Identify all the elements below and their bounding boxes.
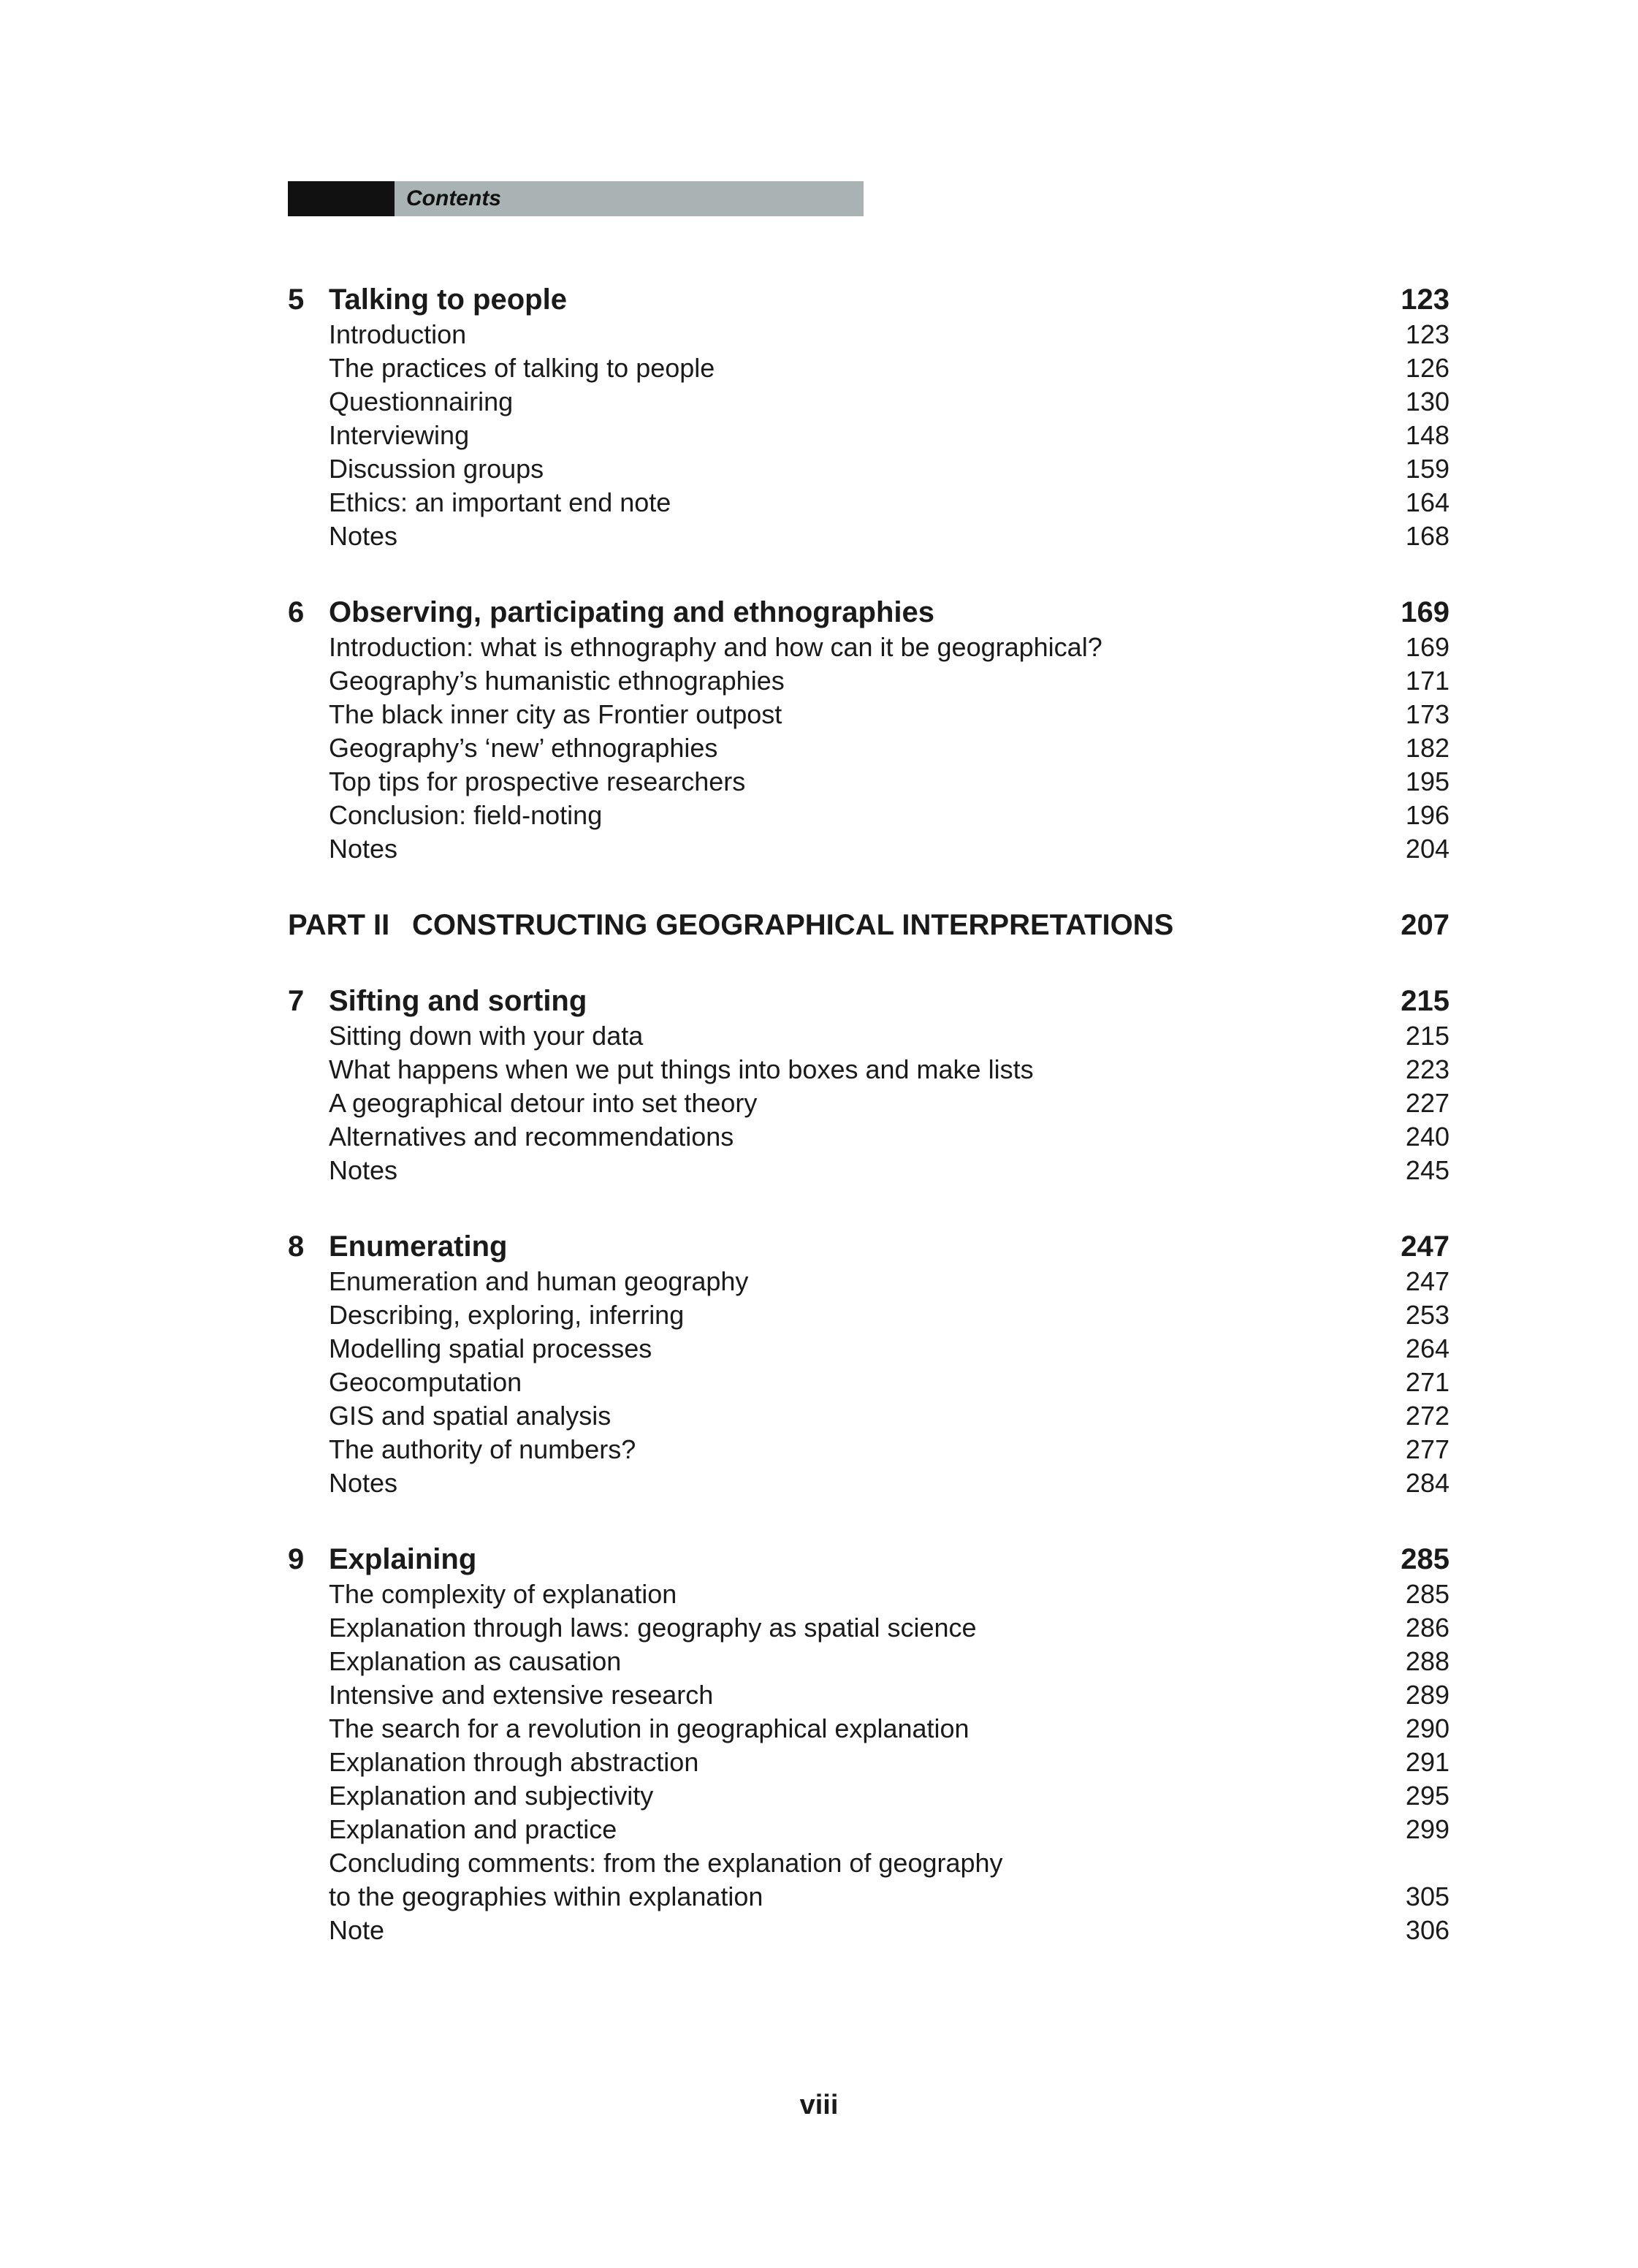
toc-entry[interactable] [288,1914,1450,1947]
toc-entry[interactable] [288,1366,1450,1399]
running-header [288,181,864,216]
page-number: viii [799,2090,839,2120]
chapter-number: 9 [288,1543,305,1575]
entry-page: 169 [1405,632,1450,662]
entry-title: Notes [329,521,398,551]
toc-entry[interactable] [288,419,1450,452]
chapter-title: Explaining [329,1543,477,1575]
entry-title: Ethics: an important end note [329,487,671,517]
entry-title: Notes [329,1155,398,1185]
toc-entry[interactable] [288,1019,1450,1053]
toc-entry[interactable] [288,520,1450,553]
chapter-8 [288,1228,1450,1500]
chapter-heading[interactable] [288,1228,1450,1265]
chapter-5 [288,281,1450,553]
toc-entry[interactable] [288,452,1450,486]
toc-entry[interactable] [288,765,1450,799]
entry-title: Discussion groups [329,454,544,484]
entry-title: The search for a revolution in geographical explanation [329,1713,970,1743]
chapter-number: 7 [288,985,305,1017]
entry-title: Explanation and subjectivity [329,1781,654,1811]
entry-title: Questionnairing [329,387,514,416]
part-page: 207 [1401,909,1450,941]
entry-title: Notes [329,1468,398,1498]
entry-title: The practices of talking to people [329,353,715,383]
entry-page: 164 [1405,487,1450,517]
part-title: CONSTRUCTING GEOGRAPHICAL INTERPRETATIONS [412,909,1174,941]
entry-page: 130 [1405,387,1450,416]
chapter-7 [288,983,1450,1187]
chapter-page: 247 [1401,1230,1450,1263]
entry-title: Explanation and practice [329,1814,617,1844]
entry-title: Interviewing [329,420,470,450]
entry-page: 171 [1405,666,1450,696]
chapter-title: Talking to people [329,284,567,316]
entry-title: Modelling spatial processes [329,1333,652,1363]
toc-entry[interactable] [288,1578,1450,1611]
chapter-title: Sifting and sorting [329,985,587,1017]
entry-title: Explanation through abstraction [329,1747,699,1777]
entry-page: 126 [1405,353,1450,383]
toc-entry[interactable] [288,1746,1450,1779]
entry-page: 245 [1405,1155,1450,1185]
toc-entry[interactable] [288,832,1450,866]
entry-page: 277 [1405,1434,1450,1464]
entry-title: Note [329,1915,385,1945]
chapter-page: 215 [1401,985,1450,1017]
entry-page: 223 [1405,1054,1450,1084]
toc-entry[interactable] [288,799,1450,832]
chapter-title: Enumerating [329,1230,508,1263]
toc-entry[interactable] [288,698,1450,731]
toc-entry[interactable] [288,1433,1450,1466]
entry-title: Geocomputation [329,1367,522,1397]
entry-page: 289 [1405,1680,1450,1710]
entry-page: 123 [1405,319,1450,349]
entry-title: Sitting down with your data [329,1021,644,1051]
entry-page: 240 [1405,1122,1450,1152]
entry-page: 305 [1405,1881,1450,1911]
toc-entry[interactable] [288,1466,1450,1500]
toc-entry[interactable] [288,1332,1450,1366]
chapter-heading[interactable] [288,594,1450,631]
chapter-page: 123 [1401,284,1450,316]
toc-entry[interactable] [288,1298,1450,1332]
entry-title: Notes [329,834,398,864]
chapter-title: Observing, participating and ethnographies [329,596,935,628]
chapter-heading[interactable] [288,281,1450,318]
entry-title: Intensive and extensive research [329,1680,714,1710]
chapter-heading[interactable] [288,1541,1450,1578]
entry-page: 204 [1405,834,1450,864]
table-of-contents [288,281,1450,1988]
toc-entry[interactable] [288,631,1450,664]
toc-entry[interactable] [288,1053,1450,1087]
entry-page: 285 [1405,1579,1450,1609]
toc-entry[interactable] [288,1779,1450,1813]
entry-title: The complexity of explanation [329,1579,677,1609]
toc-entry[interactable] [288,318,1450,351]
chapter-heading[interactable] [288,983,1450,1019]
entry-page: 195 [1405,766,1450,796]
chapter-number: 5 [288,284,305,316]
entry-title: The authority of numbers? [329,1434,636,1464]
entry-title: Geography’s ‘new’ ethnographies [329,733,718,763]
toc-entry[interactable] [288,1087,1450,1120]
entry-page: 306 [1405,1915,1450,1945]
entry-page: 159 [1405,454,1450,484]
toc-entry[interactable] [288,1154,1450,1187]
entry-title: A geographical detour into set theory [329,1088,758,1118]
entry-title: Top tips for prospective researchers [329,766,746,796]
toc-entry[interactable] [288,1265,1450,1298]
entry-page: 182 [1405,733,1450,763]
entry-page: 291 [1405,1747,1450,1777]
entry-page: 253 [1405,1300,1450,1330]
toc-entry[interactable] [288,385,1450,419]
toc-entry[interactable] [288,664,1450,698]
entry-page: 286 [1405,1613,1450,1643]
toc-entry[interactable] [288,731,1450,765]
chapter-number: 6 [288,596,305,628]
entry-title-line1: Concluding comments: from the explanation of geography [329,1848,1003,1878]
entry-page: 271 [1405,1367,1450,1397]
entry-page: 299 [1405,1814,1450,1844]
chapter-page: 285 [1401,1543,1450,1575]
toc-entry[interactable] [288,1399,1450,1433]
entry-page: 227 [1405,1088,1450,1118]
entry-title: Geography’s humanistic ethnographies [329,666,785,696]
entry-page: 173 [1405,699,1450,729]
toc-entry-continuation[interactable] [288,1880,1450,1914]
entry-title: GIS and spatial analysis [329,1401,612,1431]
toc-entry-multiline[interactable] [288,1846,1450,1880]
toc-entry[interactable] [288,1611,1450,1645]
chapter-page: 169 [1401,596,1450,628]
toc-entry[interactable] [288,1678,1450,1712]
chapter-6 [288,594,1450,866]
entry-title: What happens when we put things into boxes and make lists [329,1054,1034,1084]
entry-page: 295 [1405,1781,1450,1811]
header-black-block [288,181,395,216]
toc-entry[interactable] [288,1645,1450,1678]
entry-page: 196 [1405,800,1450,830]
part-label: PART II [288,909,390,941]
entry-page: 284 [1405,1468,1450,1498]
entry-title: Conclusion: field-noting [329,800,603,830]
entry-page: 168 [1405,521,1450,551]
entry-page: 247 [1405,1266,1450,1296]
entry-title: Explanation as causation [329,1646,622,1676]
entry-page: 264 [1405,1333,1450,1363]
entry-page: 215 [1405,1021,1450,1051]
entry-title-line2: to the geographies within explanation [329,1881,763,1911]
entry-page: 290 [1405,1713,1450,1743]
chapter-9 [288,1541,1450,1947]
entry-title: Enumeration and human geography [329,1266,749,1296]
toc-entry[interactable] [288,1712,1450,1746]
entry-page: 288 [1405,1646,1450,1676]
entry-page: 148 [1405,420,1450,450]
header-label: Contents [406,186,501,210]
toc-entry[interactable] [288,1120,1450,1154]
entry-title: Alternatives and recommendations [329,1122,734,1152]
header-grey-bar [395,181,864,216]
toc-entry[interactable] [288,486,1450,520]
entry-title: Describing, exploring, inferring [329,1300,685,1330]
entry-title: Explanation through laws: geography as spatial science [329,1613,977,1643]
entry-page: 272 [1405,1401,1450,1431]
toc-entry[interactable] [288,351,1450,385]
entry-title: The black inner city as Frontier outpost [329,699,782,729]
part-heading[interactable] [288,907,1450,943]
entry-title: Introduction: what is ethnography and how can it be geographical? [329,632,1102,662]
chapter-number: 8 [288,1230,305,1263]
toc-entry[interactable] [288,1813,1450,1846]
entry-title: Introduction [329,319,467,349]
